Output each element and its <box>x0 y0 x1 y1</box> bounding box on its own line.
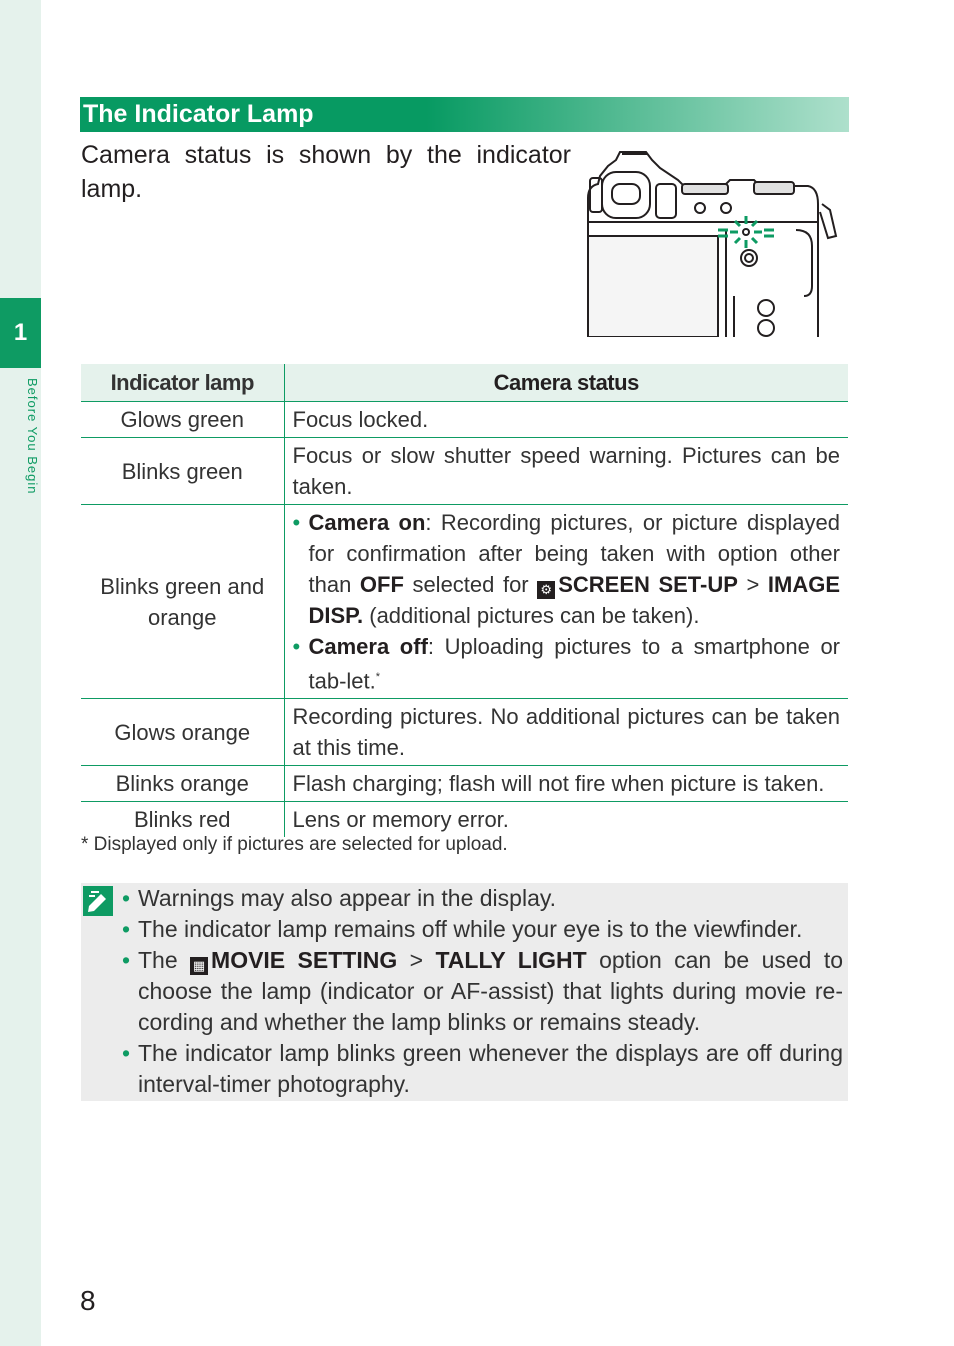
table-row <box>81 802 848 838</box>
camera-on-text-2: (additional pictures can be taken). <box>363 603 700 628</box>
lamp-cell: Blinks red <box>81 802 284 838</box>
status-cell: Focus or slow shutter speed warning. Pictures can be taken. <box>284 438 848 505</box>
section-header <box>80 97 849 132</box>
screen-setup-label: SCREEN SET-UP <box>558 572 738 597</box>
footnote-mark: * <box>375 671 381 683</box>
table-row <box>81 438 848 505</box>
camera-on-label: Camera on <box>308 510 426 535</box>
note-item3-pre: The <box>138 947 191 973</box>
tally-light-label: TALLY LIGHT <box>435 947 587 973</box>
list-item: • The indicator lamp blinks green whenever the displays are off during interval-timer photography. <box>121 1038 843 1100</box>
menu-separator: > <box>737 572 768 597</box>
status-cell: Flash charging; flash will not fire when picture is taken. <box>284 766 848 802</box>
movie-setting-icon: ▦ <box>190 957 208 975</box>
chapter-number: 1 <box>13 319 28 346</box>
table-row <box>81 402 848 438</box>
table-row <box>81 505 848 699</box>
list-item <box>293 507 841 631</box>
section-title: The Indicator Lamp <box>83 100 314 128</box>
status-cell: Recording pictures. No additional pictures can be taken at this time. <box>284 699 848 766</box>
table-row <box>81 766 848 802</box>
movie-setting-label: MOVIE SETTING <box>211 947 398 973</box>
status-bullet-list <box>293 507 841 696</box>
header-indicator-lamp: Indicator lamp <box>81 364 284 402</box>
camera-on-text-1: : Recording pictures, or picture displayed for confirmation after being taken with option other than <box>308 510 840 597</box>
note-list <box>121 883 843 1100</box>
list-item <box>293 631 841 696</box>
off-label: OFF <box>359 572 404 597</box>
selected-for-text: selected for <box>403 572 538 597</box>
indicator-status-table <box>81 364 848 837</box>
chapter-label-text: Before You Begin <box>25 378 40 495</box>
note-box <box>81 883 848 1101</box>
footnote: * Displayed only if pictures are selected for upload. <box>81 834 508 855</box>
image-disp-label: IMAGE DISP. <box>308 572 841 628</box>
lamp-cell: Glows orange <box>81 699 284 766</box>
table-row <box>81 699 848 766</box>
chapter-tab[interactable] <box>0 298 41 368</box>
page-number: 8 <box>80 1285 96 1316</box>
camera-off-label: Camera off <box>308 634 428 659</box>
camera-illustration <box>586 146 840 337</box>
lamp-cell: Blinks orange <box>81 766 284 802</box>
screen-setup-icon: ⚙ <box>537 581 555 599</box>
header-camera-status: Camera status <box>284 364 848 402</box>
lamp-cell: Blinks green <box>81 438 284 505</box>
status-cell: Focus locked. <box>284 402 848 438</box>
status-cell <box>284 505 848 699</box>
side-strip <box>0 0 41 1346</box>
menu-separator: > <box>397 947 436 973</box>
list-item: • The indicator lamp remains off while your eye is to the viewfinder. <box>121 914 843 945</box>
camera-off-text: : Uploading pictures to a smartphone or tab-let. <box>308 634 841 694</box>
note-item3-post: option can be used to choose the lamp (indicator or AF-assist) that lights during movie re-cording and whether the lamp blinks or remains steady. <box>138 947 844 1035</box>
list-item <box>121 945 843 1038</box>
table-header-row <box>81 364 848 402</box>
chapter-label <box>20 378 40 548</box>
note-icon <box>83 886 113 916</box>
list-item: • Warnings may also appear in the display. <box>121 883 843 914</box>
lamp-cell: Glows green <box>81 402 284 438</box>
intro-text: Camera status is shown by the indicator lamp. <box>81 141 571 203</box>
status-cell: Lens or memory error. <box>284 802 848 838</box>
lamp-cell: Blinks green and orange <box>81 505 284 699</box>
